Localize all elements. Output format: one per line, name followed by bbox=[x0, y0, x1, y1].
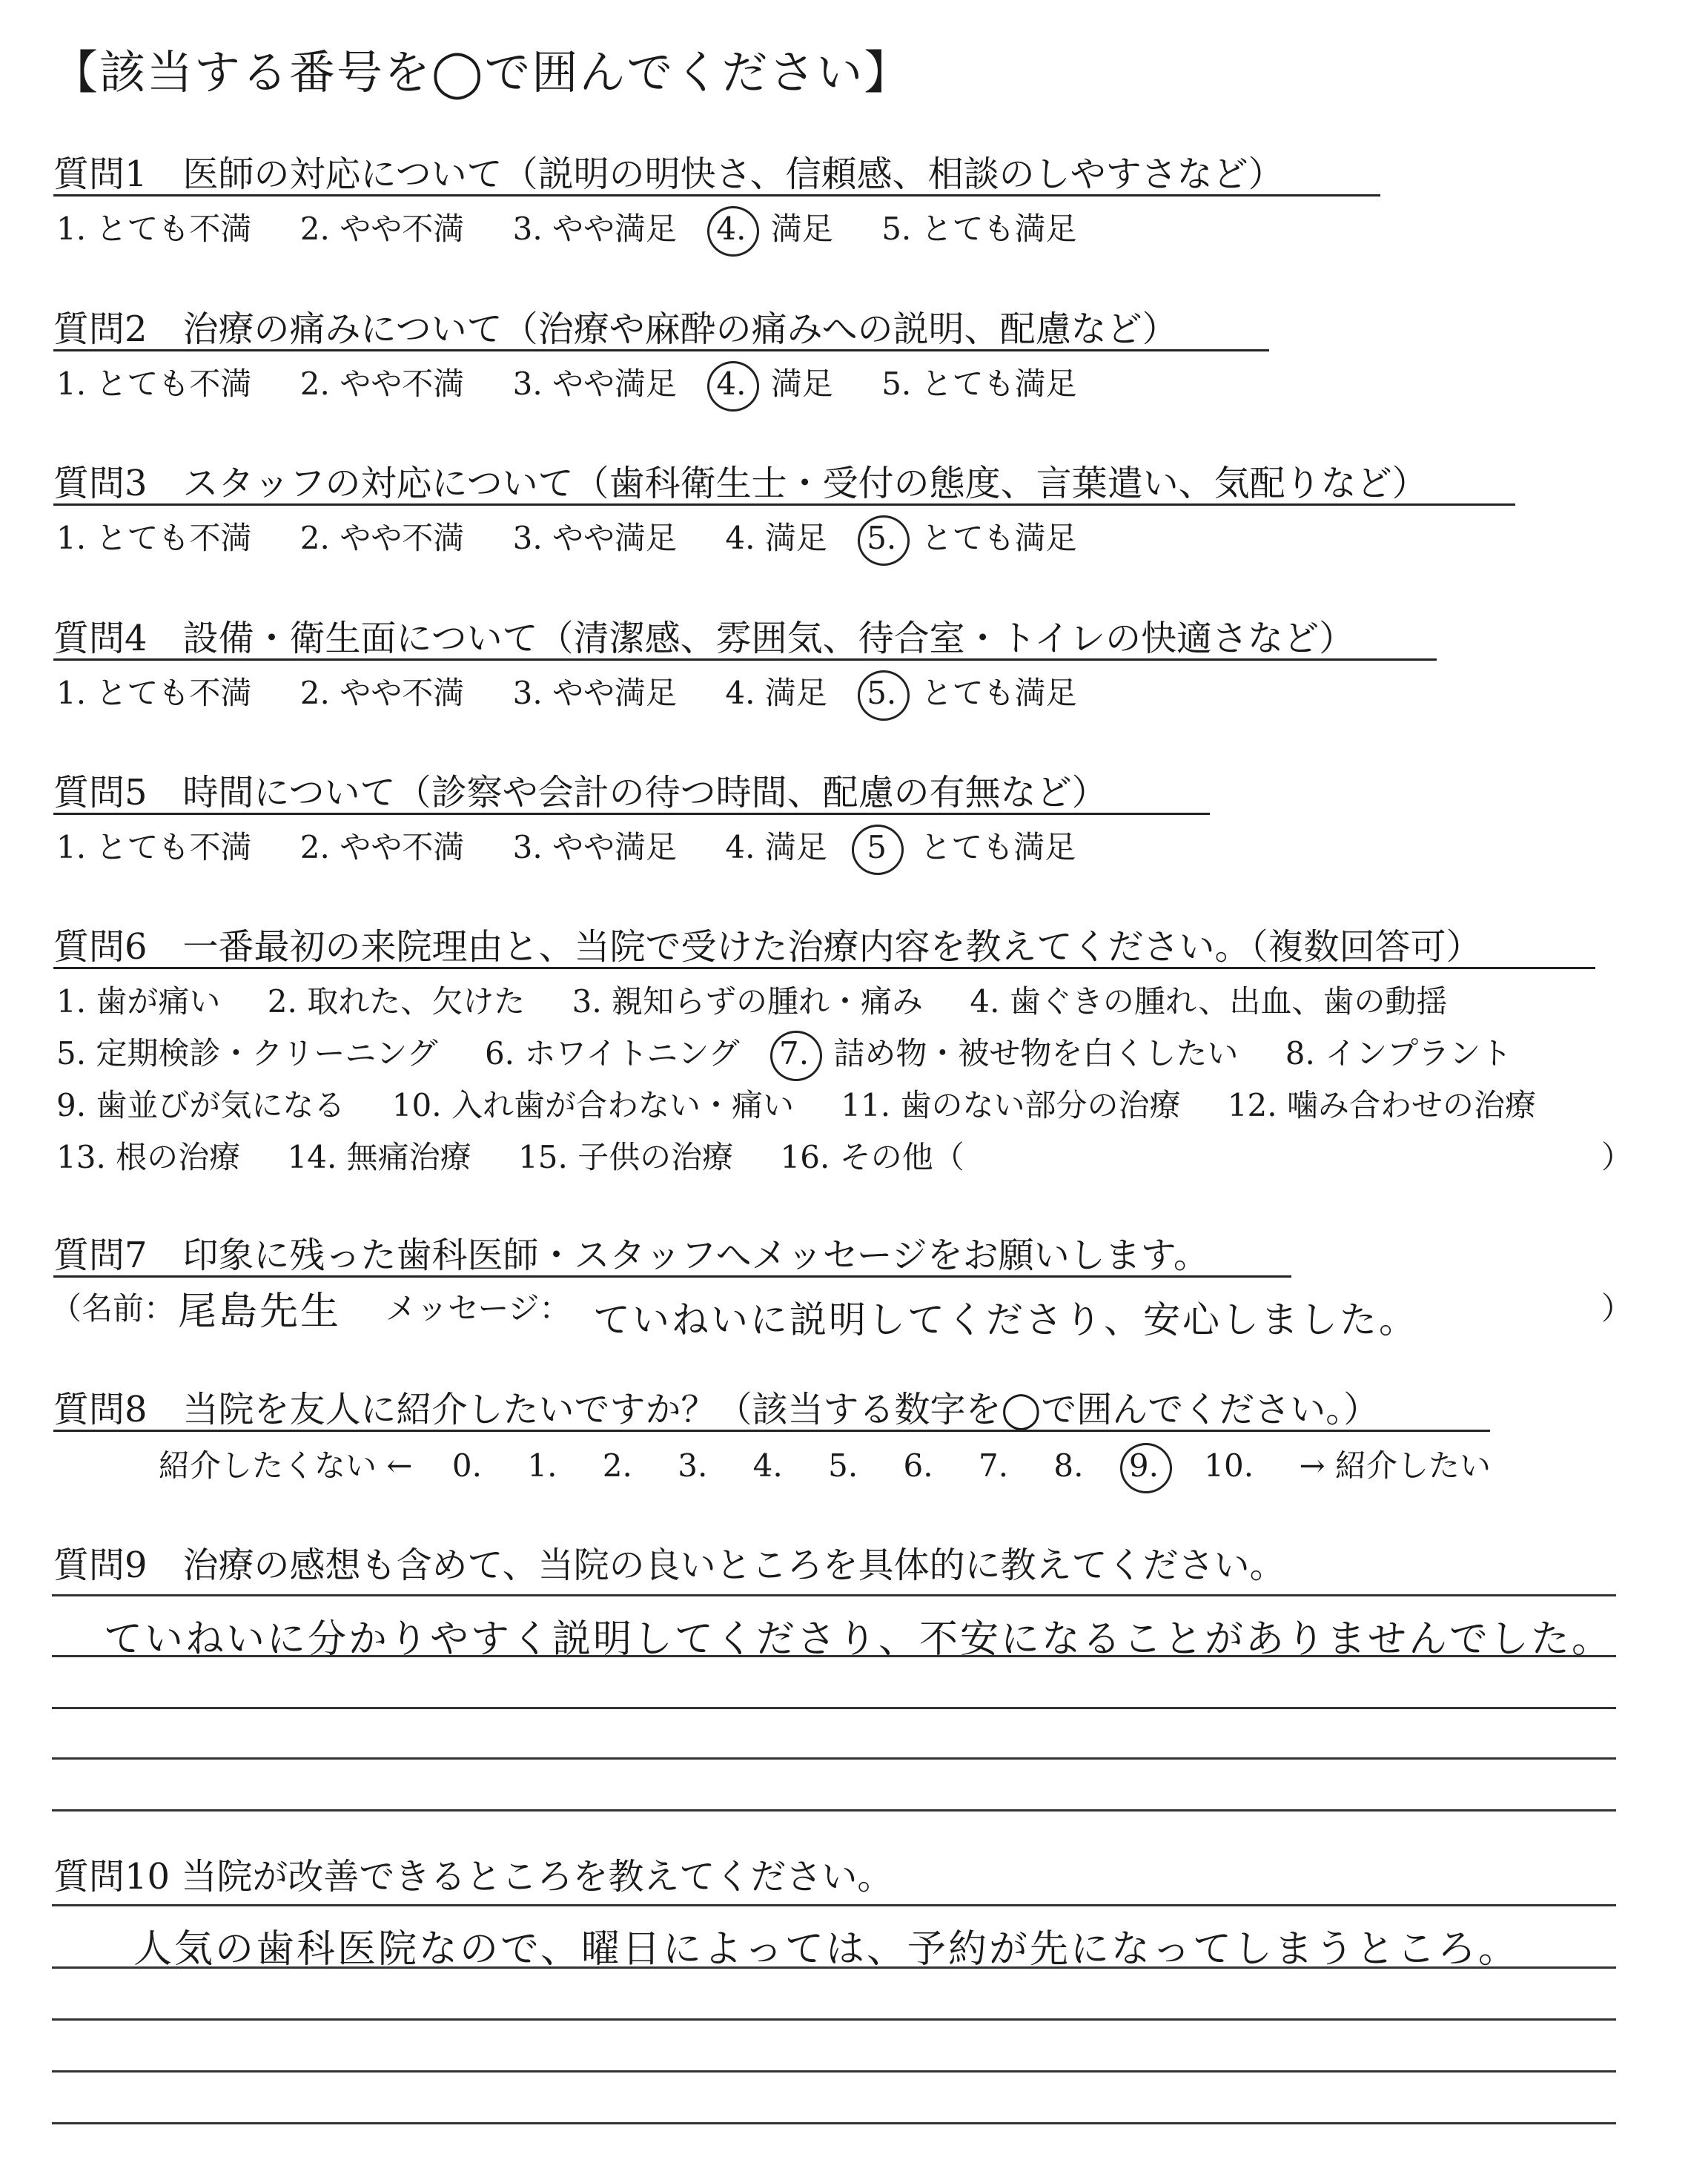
q8-score-0[interactable]: 0. bbox=[451, 1447, 482, 1484]
q1-option-2[interactable]: 2. やや不満 bbox=[299, 211, 465, 247]
question-5-underline bbox=[53, 813, 1210, 815]
question-1-underline bbox=[53, 194, 1380, 196]
selection-circle bbox=[852, 825, 904, 875]
selection-circle bbox=[858, 515, 910, 566]
q2-option-2[interactable]: 2. やや不満 bbox=[299, 366, 465, 402]
question-4-underline bbox=[53, 658, 1437, 661]
q4-option-5-number: 5. bbox=[867, 675, 897, 711]
q6-option-7-selected[interactable] bbox=[779, 1035, 809, 1071]
q8-score-2[interactable]: 2. bbox=[602, 1447, 632, 1484]
q3-option-2[interactable]: 2. やや不満 bbox=[299, 520, 465, 556]
q4-option-4[interactable]: 4. 満足 bbox=[725, 675, 827, 711]
q5-option-5-label: とても満足 bbox=[920, 829, 1076, 865]
q3-option-1[interactable]: 1. とても不満 bbox=[56, 520, 252, 556]
answer-line bbox=[52, 2122, 1616, 2124]
selection-circle bbox=[770, 1031, 822, 1081]
q6-row-3 bbox=[56, 1081, 1536, 1126]
q2-option-3[interactable]: 3. やや満足 bbox=[512, 366, 678, 402]
question-6-title: 質問6 一番最初の来院理由と、当院で受けた治療内容を教えてください。（複数回答可） bbox=[53, 926, 1482, 968]
q7-name-handwritten[interactable]: 尾島先生 bbox=[178, 1289, 342, 1334]
q7-message-handwritten[interactable]: ていねいに説明してくださり、安心しました。 bbox=[593, 1298, 1418, 1341]
q1-option-4-selected[interactable] bbox=[716, 211, 746, 247]
form-header: 【該当する番号を◯で囲んでください】 bbox=[52, 45, 912, 99]
q6-row-1 bbox=[56, 977, 1447, 1022]
answer-line bbox=[52, 2070, 1616, 2073]
question-8-underline bbox=[53, 1430, 1490, 1432]
question-7-underline bbox=[53, 1275, 1291, 1278]
question-3-underline bbox=[53, 503, 1515, 506]
q6-option-4[interactable]: 4. 歯ぐきの腫れ、出血、歯の動揺 bbox=[970, 983, 1448, 1020]
question-7-title: 質問7 印象に残った歯科医師・スタッフへメッセージをお願いします。 bbox=[53, 1235, 1209, 1276]
q3-option-3[interactable]: 3. やや満足 bbox=[512, 520, 678, 556]
q6-row-4 bbox=[56, 1133, 964, 1178]
q3-option-5-selected[interactable] bbox=[867, 520, 896, 556]
q8-score-9-selected[interactable] bbox=[1129, 1447, 1159, 1484]
q8-score-4[interactable]: 4. bbox=[752, 1447, 783, 1484]
q6-option-10[interactable]: 10. 入れ歯が合わない・痛い bbox=[391, 1087, 794, 1123]
q6-option-1[interactable]: 1. 歯が痛い bbox=[56, 983, 221, 1020]
question-1-title: 質問1 医師の対応について（説明の明快さ、信頼感、相談のしやすさなど） bbox=[53, 153, 1284, 195]
q10-answer-handwritten[interactable]: 人気の歯科医院なので、曜日によっては、予約が先になってしまうところ。 bbox=[133, 1927, 1519, 1972]
q6-option-15[interactable]: 15. 子供の治療 bbox=[518, 1139, 734, 1175]
q1-option-4-label: 満足 bbox=[770, 211, 833, 247]
q6-row-2 bbox=[56, 1029, 1512, 1074]
q5-option-2[interactable]: 2. やや不満 bbox=[299, 829, 465, 865]
q4-option-5-label: とても満足 bbox=[921, 675, 1077, 711]
q3-option-5-label: とても満足 bbox=[921, 520, 1077, 556]
q2-option-4-number: 4. bbox=[716, 366, 747, 402]
q5-option-1[interactable]: 1. とても不満 bbox=[56, 829, 252, 865]
q8-score-1[interactable]: 1. bbox=[527, 1447, 557, 1484]
q3-option-4[interactable]: 4. 満足 bbox=[725, 520, 827, 556]
q8-score-6[interactable]: 6. bbox=[903, 1447, 933, 1484]
question-4-options bbox=[56, 669, 1077, 713]
q1-option-4-number: 4. bbox=[716, 211, 747, 247]
answer-line bbox=[52, 1757, 1616, 1760]
q6-option-9[interactable]: 9. 歯並びが気になる bbox=[56, 1087, 345, 1123]
q8-scale bbox=[159, 1441, 1491, 1486]
selection-circle bbox=[1120, 1443, 1172, 1493]
question-9-title: 質問9 治療の感想も含めて、当院の良いところを具体的に教えてください。 bbox=[53, 1545, 1285, 1586]
q1-option-1[interactable]: 1. とても不満 bbox=[56, 211, 252, 247]
q2-option-5[interactable]: 5. とても満足 bbox=[881, 366, 1077, 402]
q6-option-11[interactable]: 11. 歯のない部分の治療 bbox=[841, 1087, 1181, 1123]
answer-line bbox=[52, 2018, 1616, 2021]
q5-option-3[interactable]: 3. やや満足 bbox=[512, 829, 678, 865]
q8-right-label: → 紹介したい bbox=[1299, 1447, 1491, 1484]
q2-option-4-selected[interactable] bbox=[716, 366, 746, 402]
q7-close-paren: ） bbox=[1601, 1290, 1633, 1327]
question-4-title: 質問4 設備・衛生面について（清潔感、雰囲気、待合室・トイレの快適さなど） bbox=[53, 618, 1355, 659]
q7-message-label: メッセージ： bbox=[385, 1290, 571, 1327]
q4-option-5-selected[interactable] bbox=[867, 675, 896, 711]
q6-option-8[interactable]: 8. インプラント bbox=[1285, 1035, 1512, 1071]
answer-line bbox=[52, 1594, 1616, 1596]
q6-option-2[interactable]: 2. 取れた、欠けた bbox=[267, 983, 526, 1020]
q1-option-5[interactable]: 5. とても満足 bbox=[881, 211, 1077, 247]
selection-circle bbox=[858, 670, 910, 721]
q8-score-9-number: 9. bbox=[1128, 1447, 1159, 1484]
q8-score-8[interactable]: 8. bbox=[1053, 1447, 1084, 1484]
answer-line bbox=[52, 1707, 1616, 1709]
q4-option-1[interactable]: 1. とても不満 bbox=[56, 675, 252, 711]
q6-option-7-number: 7. bbox=[778, 1035, 810, 1071]
answer-line bbox=[52, 1655, 1616, 1657]
q6-option-7-label: 詰め物・被せ物を白くしたい bbox=[833, 1035, 1239, 1071]
q1-option-3[interactable]: 3. やや満足 bbox=[512, 211, 678, 247]
q6-other-close-paren: ） bbox=[1601, 1139, 1633, 1175]
question-2-options bbox=[56, 360, 1077, 404]
answer-line bbox=[52, 1966, 1616, 1969]
q3-option-5-number: 5. bbox=[867, 520, 897, 556]
q6-option-14[interactable]: 14. 無痛治療 bbox=[287, 1139, 471, 1175]
q6-option-5[interactable]: 5. 定期検診・クリーニング bbox=[56, 1035, 438, 1071]
q8-left-label: 紹介したくない ← bbox=[159, 1447, 413, 1484]
question-8-title: 質問8 当院を友人に紹介したいですか？（該当する数字を◯で囲んでください。） bbox=[53, 1389, 1380, 1430]
q6-option-13[interactable]: 13. 根の治療 bbox=[56, 1139, 241, 1175]
selection-circle bbox=[707, 206, 759, 257]
question-6-underline bbox=[53, 967, 1595, 969]
q8-score-7[interactable]: 7. bbox=[978, 1447, 1009, 1484]
q5-option-5-selected[interactable] bbox=[867, 829, 887, 865]
q7-name-label: （名前： bbox=[50, 1290, 176, 1327]
question-2-underline bbox=[53, 349, 1269, 351]
q6-option-12[interactable]: 12. 噛み合わせの治療 bbox=[1227, 1087, 1536, 1123]
q5-option-4[interactable]: 4. 満足 bbox=[725, 829, 827, 865]
q6-option-6[interactable]: 6. ホワイトニング bbox=[484, 1035, 740, 1071]
q2-option-1[interactable]: 1. とても不満 bbox=[56, 366, 252, 402]
answer-line bbox=[52, 1809, 1616, 1811]
question-5-title: 質問5 時間について（診察や会計の待つ時間、配慮の有無など） bbox=[53, 772, 1108, 813]
q4-option-2[interactable]: 2. やや不満 bbox=[299, 675, 465, 711]
q4-option-3[interactable]: 3. やや満足 bbox=[512, 675, 678, 711]
q6-option-16[interactable]: 16. その他（ bbox=[780, 1139, 964, 1175]
question-2-title: 質問2 治療の痛みについて（治療や麻酔の痛みへの説明、配慮など） bbox=[53, 308, 1178, 350]
question-3-title: 質問3 スタッフの対応について（歯科衛生士・受付の態度、言葉遣い、気配りなど） bbox=[53, 463, 1428, 504]
q8-score-5[interactable]: 5. bbox=[828, 1447, 858, 1484]
q9-answer-handwritten[interactable]: ていねいに分かりやすく説明してくださり、不安になることがありませんでした。 bbox=[104, 1617, 1613, 1662]
q5-option-5-number: 5 bbox=[867, 829, 887, 865]
q2-option-4-label: 満足 bbox=[770, 366, 833, 402]
q8-score-3[interactable]: 3. bbox=[678, 1447, 708, 1484]
q8-score-10[interactable]: 10. bbox=[1204, 1447, 1254, 1484]
selection-circle bbox=[707, 361, 759, 412]
answer-line bbox=[52, 1904, 1616, 1906]
question-10-title: 質問10 当院が改善できるところを教えてください。 bbox=[53, 1856, 893, 1898]
question-3-options bbox=[56, 514, 1077, 558]
question-1-options bbox=[56, 205, 1077, 249]
question-5-options bbox=[56, 823, 1076, 868]
q6-option-3[interactable]: 3. 親知らずの腫れ・痛み bbox=[572, 983, 924, 1020]
